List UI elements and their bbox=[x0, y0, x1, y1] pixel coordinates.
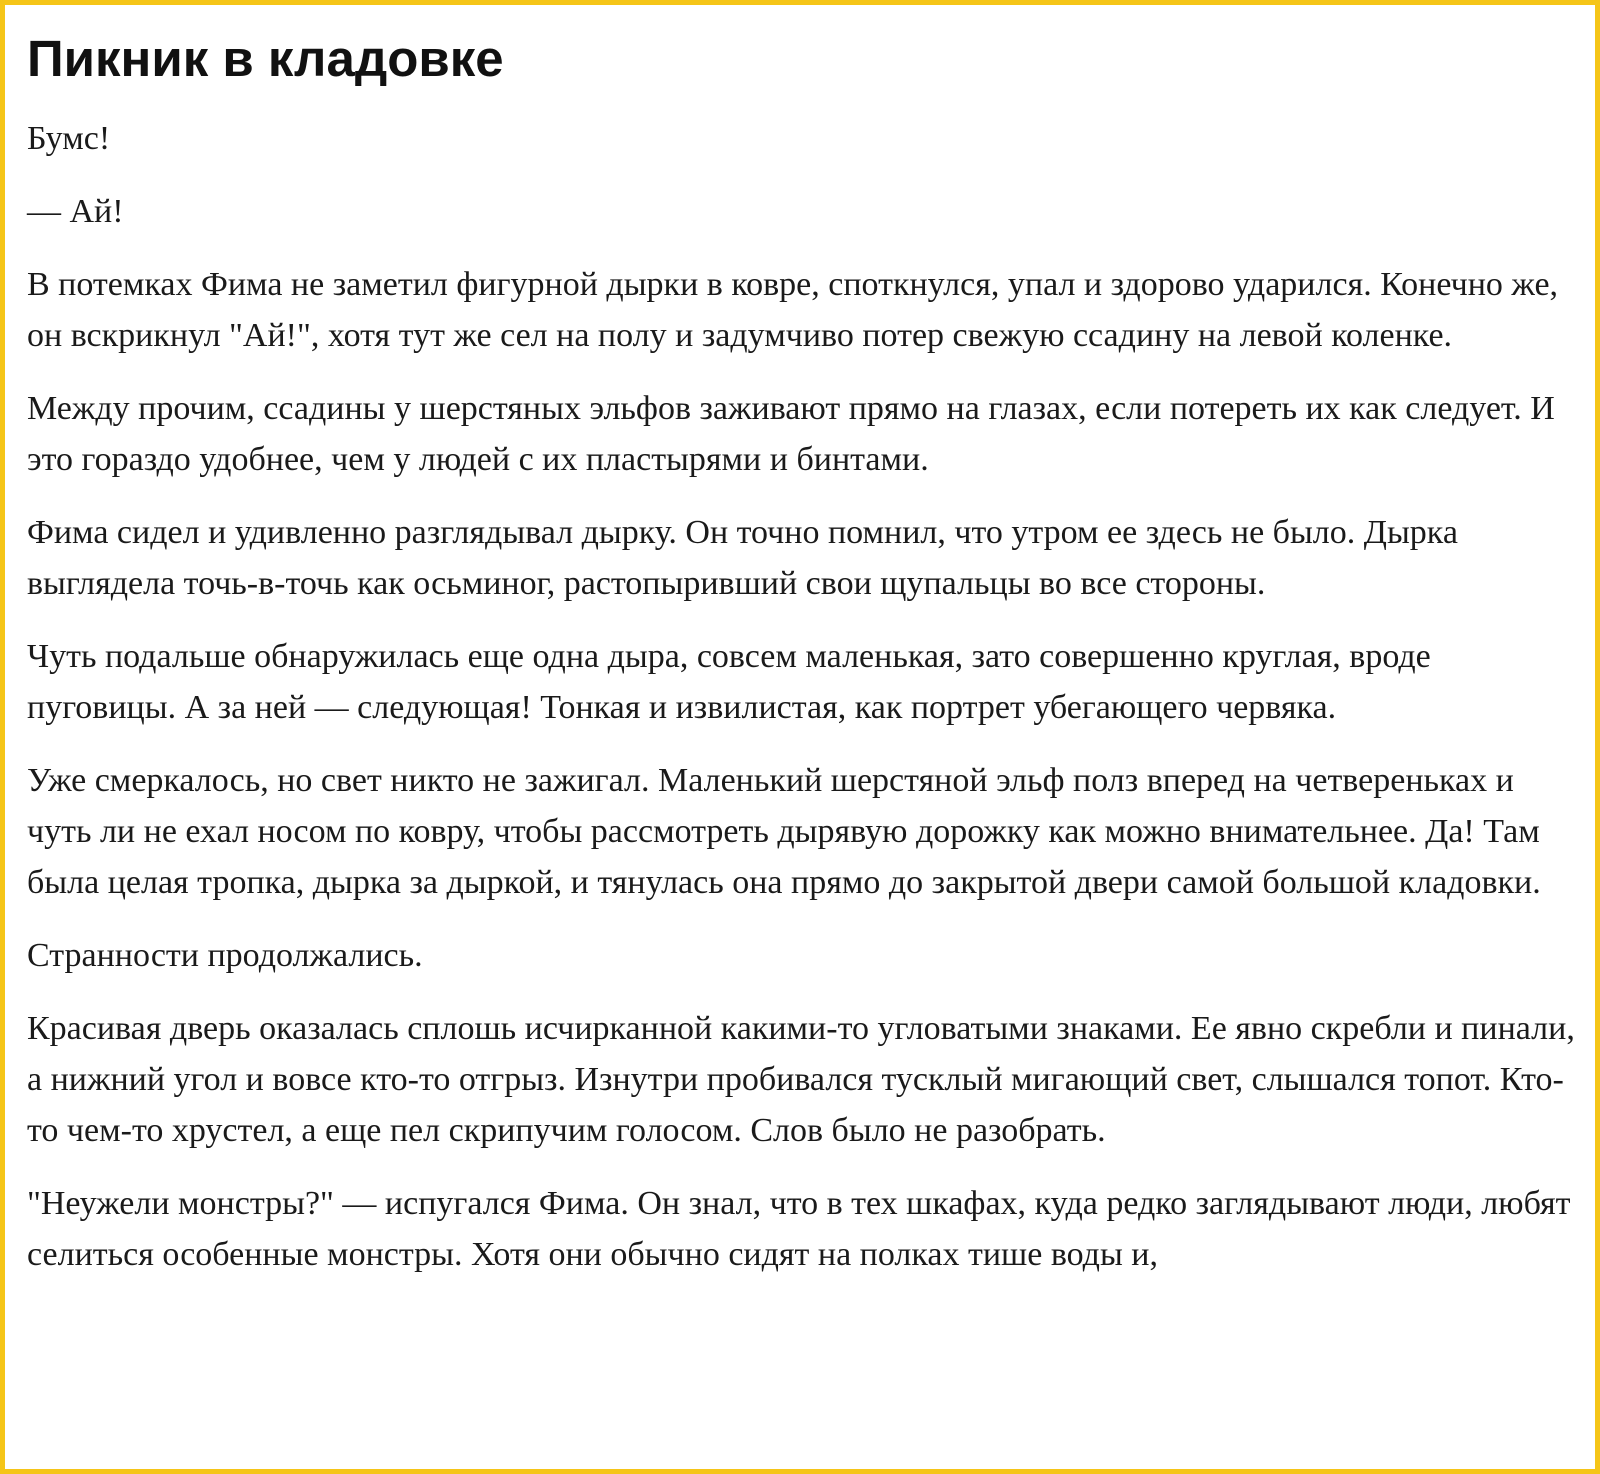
document-page bbox=[27, 27, 1583, 1302]
paragraph-3: В потемках Фима не заметил фигурной дырки в ковре, споткнулся, упал и здорово ударился. Конечно же, он вскрикнул "Ай!", хотя тут же сел на полу и задумчиво потер свежую ссадину на левой коленке. bbox=[27, 266, 1559, 354]
paragraph-4: Между прочим, ссадины у шерстяных эльфов заживают прямо на глазах, если потереть их как следует. И это гораздо удобнее, чем у людей с их пластырями и бинтами. bbox=[27, 390, 1555, 478]
paragraph-7: Уже смеркалось, но свет никто не зажигал. Маленький шерстяной эльф полз вперед на четвереньках и чуть ли не ехал носом по ковру, чтобы рассмотреть дырявую дорожку как можно внимательнее. Да! Там была целая тропка, дырка за дыркой, и тянулась она прямо до закрытой двери самой большой кладовки. bbox=[27, 762, 1541, 901]
page-title: Пикник в кладовке bbox=[27, 30, 504, 87]
paragraph-2: — Ай! bbox=[27, 193, 124, 230]
paragraph-9: Красивая дверь оказалась сплошь исчирканной какими-то угловатыми знаками. Ее явно скребли и пинали, а нижний угол и вовсе кто-то отгрыз. Изнутри пробивался тусклый мигающий свет, слышался топот. Кто-то чем-то хрустел, а еще пел скрипучим голосом. Слов было не разобрать. bbox=[27, 1010, 1575, 1149]
paragraph-10: "Неужели монстры?" — испугался Фима. Он знал, что в тех шкафах, куда редко заглядывают люди, любят селиться особенные монстры. Хотя они обычно сидят на полках тише воды и, bbox=[27, 1185, 1571, 1273]
paragraph-5: Фима сидел и удивленно разглядывал дырку. Он точно помнил, что утром ее здесь не было. Дырка выглядела точь-в-точь как осьминог, растопыривший свои щупальцы во все стороны. bbox=[27, 514, 1458, 602]
paragraph-8: Странности продолжались. bbox=[27, 937, 423, 974]
paragraph-1: Бумс! bbox=[27, 120, 111, 157]
paragraph-6: Чуть подальше обнаружилась еще одна дыра, совсем маленькая, зато совершенно круглая, вроде пуговицы. А за ней — следующая! Тонкая и извилистая, как портрет убегающего червяка. bbox=[27, 638, 1431, 726]
